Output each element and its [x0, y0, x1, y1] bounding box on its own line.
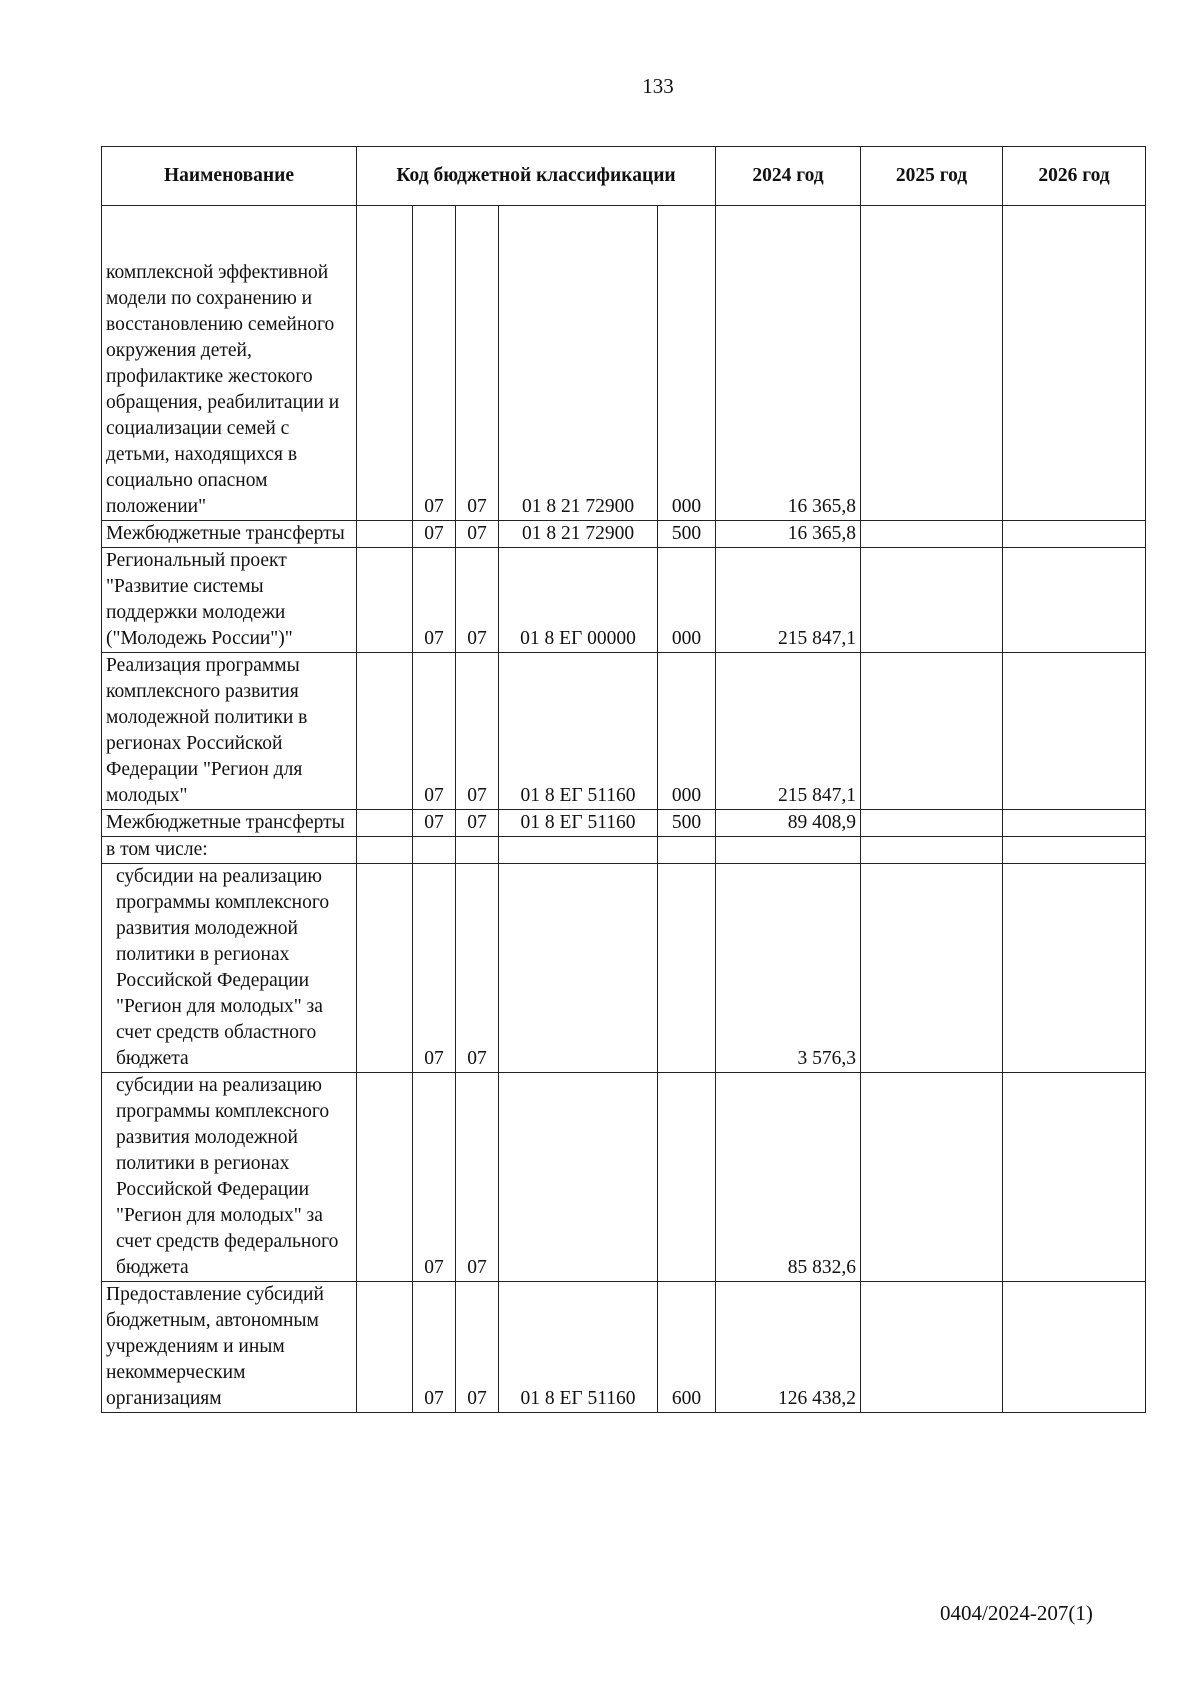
amount-2026 [1003, 548, 1146, 653]
row-name: в том числе: [102, 837, 357, 864]
code-section: 07 [413, 653, 456, 810]
table-row [102, 864, 1146, 1073]
amount-2026 [1003, 206, 1146, 521]
code-section: 07 [413, 521, 456, 548]
amount-2025 [861, 521, 1003, 548]
code-subsection: 07 [456, 653, 499, 810]
header-2025: 2025 год [861, 147, 1003, 206]
code-part-1 [357, 864, 413, 1073]
table-row [102, 521, 1146, 548]
amount-2024: 126 438,2 [716, 1282, 861, 1413]
code-section: 07 [413, 206, 456, 521]
code-target [499, 837, 658, 864]
table-row [102, 548, 1146, 653]
row-name: Межбюджетные трансферты [102, 810, 357, 837]
code-subsection: 07 [456, 810, 499, 837]
code-subsection: 07 [456, 548, 499, 653]
amount-2026 [1003, 837, 1146, 864]
amount-2024: 215 847,1 [716, 548, 861, 653]
code-section: 07 [413, 864, 456, 1073]
code-expense-type: 000 [658, 653, 716, 810]
row-name: субсидии на реализацию программы комплексного развития молодежной политики в регионах Российской Федерации "Регион для молодых" за счет средств федерального бюджета [102, 1073, 357, 1282]
code-target: 01 8 ЕГ 51160 [499, 810, 658, 837]
code-subsection: 07 [456, 1073, 499, 1282]
amount-2026 [1003, 1282, 1146, 1413]
amount-2025 [861, 864, 1003, 1073]
row-name: комплексной эффективной модели по сохранению и восстановлению семейного окружения детей, профилактике жестокого обращения, реабилитации и социализации семей с детьми, находящихся в социально опасном положении" [102, 206, 357, 521]
header-2024: 2024 год [716, 147, 861, 206]
code-section: 07 [413, 548, 456, 653]
code-part-1 [357, 653, 413, 810]
amount-2026 [1003, 864, 1146, 1073]
code-target: 01 8 21 72900 [499, 521, 658, 548]
document-code: 0404/2024-207(1) [940, 1601, 1093, 1625]
code-part-1 [357, 548, 413, 653]
table-row [102, 1073, 1146, 1282]
header-2026: 2026 год [1003, 147, 1146, 206]
amount-2025 [861, 837, 1003, 864]
code-expense-type: 000 [658, 206, 716, 521]
row-name: Межбюджетные трансферты [102, 521, 357, 548]
amount-2025 [861, 810, 1003, 837]
row-name: субсидии на реализацию программы комплексного развития молодежной политики в регионах Российской Федерации "Регион для молодых" за счет средств областного бюджета [102, 864, 357, 1073]
header-name: Наименование [102, 147, 357, 206]
code-expense-type [658, 864, 716, 1073]
row-name: Предоставление субсидий бюджетным, автономным учреждениям и иным некоммерческим организациям [102, 1282, 357, 1413]
code-expense-type: 000 [658, 548, 716, 653]
code-part-1 [357, 206, 413, 521]
code-subsection: 07 [456, 521, 499, 548]
header-code: Код бюджетной классификации [357, 147, 716, 206]
code-expense-type: 500 [658, 521, 716, 548]
table-row [102, 810, 1146, 837]
amount-2025 [861, 1073, 1003, 1282]
budget-table [101, 146, 1146, 1413]
code-section: 07 [413, 1282, 456, 1413]
table-row [102, 653, 1146, 810]
code-target: 01 8 ЕГ 00000 [499, 548, 658, 653]
code-part-1 [357, 837, 413, 864]
table-row [102, 206, 1146, 521]
code-part-1 [357, 810, 413, 837]
table-row [102, 837, 1146, 864]
amount-2024 [716, 837, 861, 864]
amount-2025 [861, 653, 1003, 810]
amount-2025 [861, 548, 1003, 653]
code-part-1 [357, 1282, 413, 1413]
code-expense-type: 600 [658, 1282, 716, 1413]
code-expense-type [658, 837, 716, 864]
code-target: 01 8 ЕГ 51160 [499, 653, 658, 810]
amount-2024: 85 832,6 [716, 1073, 861, 1282]
code-section [413, 837, 456, 864]
code-expense-type [658, 1073, 716, 1282]
amount-2024: 215 847,1 [716, 653, 861, 810]
amount-2025 [861, 1282, 1003, 1413]
table-header-row [102, 147, 1146, 206]
code-part-1 [357, 521, 413, 548]
code-section: 07 [413, 810, 456, 837]
code-target [499, 864, 658, 1073]
code-subsection: 07 [456, 206, 499, 521]
code-subsection: 07 [456, 1282, 499, 1413]
code-target: 01 8 21 72900 [499, 206, 658, 521]
code-part-1 [357, 1073, 413, 1282]
amount-2026 [1003, 810, 1146, 837]
row-name: Реализация программы комплексного развития молодежной политики в регионах Российской Федерации "Регион для молодых" [102, 653, 357, 810]
amount-2025 [861, 206, 1003, 521]
table-row [102, 1282, 1146, 1413]
code-target: 01 8 ЕГ 51160 [499, 1282, 658, 1413]
code-subsection: 07 [456, 864, 499, 1073]
code-target [499, 1073, 658, 1282]
code-expense-type: 500 [658, 810, 716, 837]
amount-2024: 16 365,8 [716, 206, 861, 521]
amount-2026 [1003, 521, 1146, 548]
code-section: 07 [413, 1073, 456, 1282]
amount-2024: 89 408,9 [716, 810, 861, 837]
page-number: 133 [642, 74, 674, 98]
amount-2026 [1003, 653, 1146, 810]
amount-2024: 3 576,3 [716, 864, 861, 1073]
row-name: Региональный проект "Развитие системы поддержки молодежи ("Молодежь России")" [102, 548, 357, 653]
amount-2024: 16 365,8 [716, 521, 861, 548]
amount-2026 [1003, 1073, 1146, 1282]
code-subsection [456, 837, 499, 864]
